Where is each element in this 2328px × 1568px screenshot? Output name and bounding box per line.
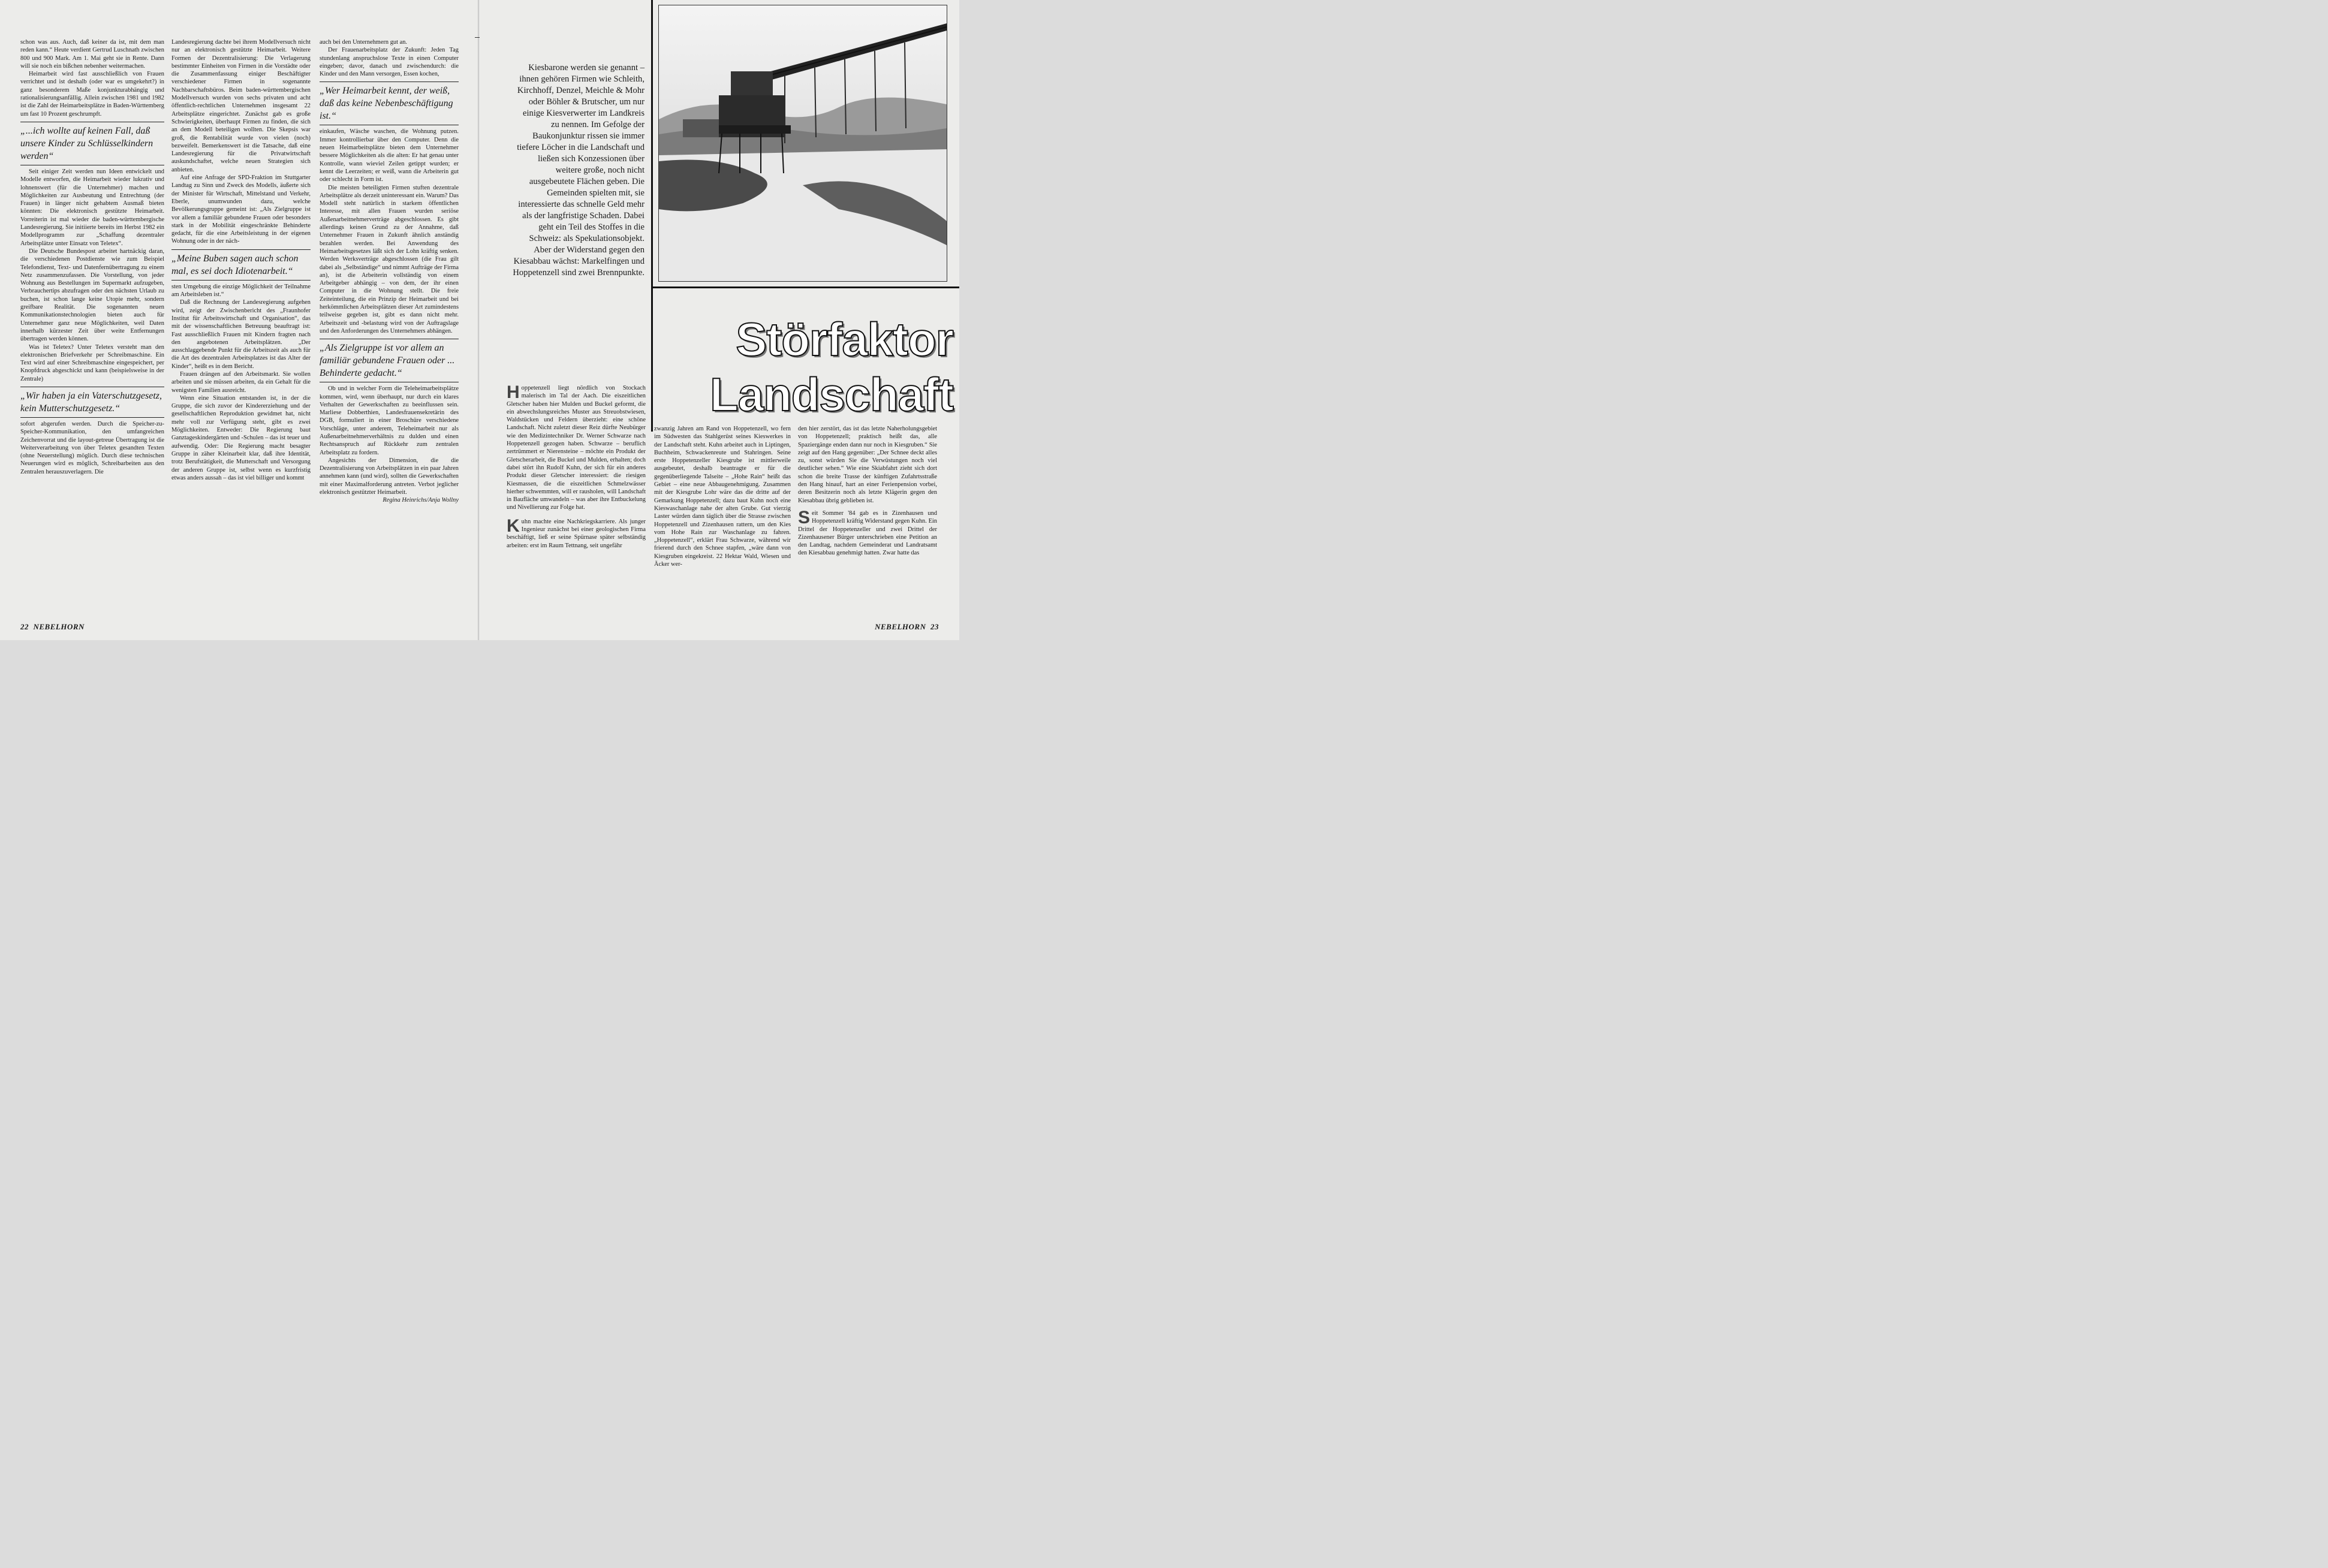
- paragraph: schon was aus. Auch, daß keiner da ist, mit dem man reden kann.“ Heute verdient Gertrud Luschnath zwischen 800 und 900 Mark. Am 1. Mai geht sie in Rente. Dann will sie noch ein bißchen nebenher weitermachen.: [20, 39, 164, 70]
- article-intro: Kiesbarone werden sie genannt – ihnen gehören Firmen wie Schleith, Kirchhoff, Denzel, Meichle & Mohr oder Böhler & Brutscher, um nur einige Kiesverwerter im Landkreis zu nennen. Im Gefolge der Baukonjunktur rissen sie immer tiefere Löcher in die Landschaft und ließen sich Konzessionen über weitere große, noch nicht ausgebeutete Flächen geben. Die Gemeinden spielten mit, sie interessierte das schnelle Geld mehr als der langfristige Schaden. Dabei geht ein Teil des Stoffes in die Schweiz: als Spekulationsobjekt. Aber der Widerstand gegen den Kiesabbau wächst: Markelfingen und Hoppetenzell sind zwei Brennpunkte.: [513, 63, 645, 278]
- magazine-title: NEBELHORN: [33, 622, 85, 631]
- frame-rule-horizontal: [651, 287, 959, 288]
- page-folio-left: [20, 622, 85, 632]
- paragraph: Daß die Rechnung der Landesregierung aufgehen wird, zeigt der Zwischenbericht des „Fraunhofer Institut für Arbeitswirtschaft und Organisation“, das mit der wissenschaftlichen Betreuung beauftragt ist: Fast ausschließlich Frauen mit Kindern fragten nach den angebotenen Arbeitsplätzen. „Der ausschlaggebende Punkt für die Arbeitszeit als auch für die Art des dezentralen Arbeitsplatzes ist das Alter der Kinder“, heißt es in dem Bericht.: [171, 299, 311, 370]
- magazine-title: NEBELHORN: [875, 622, 926, 631]
- paragraph: auch bei den Unternehmern gut an.: [320, 39, 407, 46]
- left-page: [0, 0, 478, 640]
- paragraph-text: uhn machte eine Nachkriegskarriere. Als junger Ingenieur zunächst bei einer geologischen Firma beschäftigt, ließ er seine Spürnase später selbständig arbeiten: erst im Raum Tettnang, seit ungefähr: [507, 518, 646, 549]
- paragraph: [507, 384, 646, 512]
- paragraph: Frauen drängen auf den Arbeitsmarkt. Sie wollen arbeiten und sie müssen arbeiten, da ein Gehalt für die wenigsten Familien ausreicht.: [171, 370, 311, 394]
- pull-quote: „Meine Buben sagen auch schon mal, es sei doch Idiotenarbeit.“: [171, 249, 311, 281]
- pull-quote: „Als Zielgruppe ist vor allem an familiär gebundene Frauen oder ... Behinderte gedacht.“: [320, 339, 459, 382]
- paragraph: Die Deutsche Bundespost arbeitet hartnäckig daran, die verschiedenen Postdienste wie zum Beispiel Telefondienst, Text- und Datenfernübertragung zu einem Netz zusammenzufassen. Die Vorstellung, von jeder Wohnung aus Bestellungen im Supermarkt aufzugeben, Verbrauchertips abzufragen oder den nächsten Urlaub zu buchen, ist schon lange keine Utopie mehr, sondern greifbare Realität. Die sogenannten neuen Kommunikationstechnologien bieten auch für Unternehmer ganz neue Möglichkeiten, weil Daten innerhalb kürzester Zeit über weite Entfernungen übertragen werden können.: [20, 248, 164, 343]
- paragraph: Auf eine Anfrage der SPD-Fraktion im Stuttgarter Landtag zu Sinn und Zweck des Modells, äußerte sich der Minister für Wirtschaft, Mittelstand und Verkehr, Eberle, unumwunden dazu, welche Bevölkerungsgruppe gemeint ist: „Als Zielgruppe ist vor allem a familiär gebundene Frauen oder besonders stark in der Mobilität eingeschränkte Behinderte gedacht, für die eine Arbeitsleistung in der eigenen Wohnung oder in der näch-: [171, 174, 311, 245]
- paragraph-text: eit Sommer '84 gab es in Zizenhausen und Hoppetenzell kräftig Widerstand gegen Kuhn. Ein Drittel der Hoppetenzeller und zwei Drittel der Zizenhausener Bürger unterschrieben eine Petition an den Landtag, nachdem Gemeinderat und Landratsamt den Kiesabbau genehmigt hatten. Zwar hatte das: [798, 509, 937, 557]
- right-column-1: [507, 384, 646, 605]
- article-headline: [659, 312, 953, 422]
- paragraph: [798, 509, 937, 557]
- photo-illustration: [659, 5, 947, 281]
- paragraph: einkaufen, Wäsche waschen, die Wohnung putzen. Immer kontrollierbar über den Computer. Denn die neuen Heimarbeitsplätze bieten dem Unternehmer bessere Möglichkeiten als die alten: Er hat genau unter Kontrolle, wann wieviel Zeilen getippt wurden; er kennt die Leerzeiten; er weiß, wann die Arbeiterin gut oder schlecht in Form ist.: [320, 128, 459, 183]
- paragraph: Landesregierung dachte bei ihrem Modellversuch nicht nur an elektronisch gestützte Heimarbeit. Weitere Formen der Dezentralisierung: Die Verlagerung bestimmter Einheiten von Firmen in die Vorstädte oder die Zusammenfassung einiger Beschäftigter verschiedener Firmen in sogenannte Nachbarschaftsbüros. Beim baden-württembergischen Modellversuch wurden von sechs privaten und acht öffentlich-rechtlichen Unternehmen insgesamt 22 Arbeitsplätze eingerichtet. Zunächst gab es große Schwierigkeiten, überhaupt Firmen zu finden, die sich an dem Modell beteiligen wollten. Die Skepsis war groß, die Rentabilität wurde von vielen (noch) bezweifelt. Bemerkenswert ist die Tatsache, daß eine Landesregierung für die Privatwirtschaft auskundschaftet, welche neuen Strategien sich anbieten.: [171, 39, 311, 173]
- paragraph: Seit einiger Zeit werden nun Ideen entwickelt und Modelle entworfen, die Heimarbeit wieder lukrativ und lohnenswert (für die Unternehmer) machen und Möglichkeiten zur Ausbeutung und Entrechtung (der Frauen) in länger nicht gehabtem Ausmaß bieten könnten: Die elektronisch gestützte Heimarbeit. Vorreiterin ist mal wieder die baden-württembergische Landesregierung. Sie initiierte bereits im Herbst 1982 ein Modellprogramm zur „Schaffung dezentraler Arbeitsplätze unter Einsatz von Teletex“.: [20, 168, 164, 247]
- paragraph: Was ist Teletex? Unter Teletex versteht man den elektronischen Briefverkehr per Schreibmaschine. Ein Text wird auf einer Schreibmaschine eingespeichert, per Knopfdruck abgeschickt und kann (beispielsweise in der Zentrale): [20, 343, 164, 382]
- drop-cap: S: [798, 507, 811, 527]
- paragraph: Heimarbeit wird fast ausschließlich von Frauen verrichtet und ist deshalb (oder war es umgekehrt?) in ganz besonderem Maße konjunkturabhängig und rationalisierungsanfällig. Allein zwischen 1981 und 1982 ist die Zahl der Heimarbeitsplätze in Baden-Württemberg um fast 10 Prozent geschrumpft.: [20, 71, 164, 117]
- paragraph: zwanzig Jahren am Rand von Hoppetenzell, wo fern im Südwesten das Stahlgerüst seines Kieswerkes in der Landschaft steht. Kuhn arbeitet auch in Liptingen, Buchheim, Schwackenreute und Stahringen. Seine erste Hoppetenzeller Kiesgrube ist mittlerweile ausgebeutet, deshalb beantragte er für die gegenüberliegende Talseite – „Hohe Rain“ heißt das Gebiet – eine neue Abbaugenehmigung. Zusammen mit der Kiesgrube Lohr wäre das die dritte auf der Gemarkung Hoppetenzell; dazu baut Kuhn noch eine Kieswaschanlage nahe der alten Grube. Gut vierzig Laster würden dann täglich über die Strasse zwischen Hoppetenzell und Zizenhausen rattern, um den Kies vom Hohe Rain zur Waschanlage zu fahren. „Hoppetenzell“, erklärt Frau Schwarze, während wir frierend durch den Schnee stapfen, „wäre dann von Kiesgruben eingekreist. 22 Hektar Wald, Wiesen und Äcker wer-: [654, 426, 791, 568]
- paragraph: Der Frauenarbeitsplatz der Zukunft: Jeden Tag stundenlang anspruchslose Texte in einen Computer eingeben; davor, danach und zwischendurch: die Kinder und den Mann versorgen, Essen kochen,: [320, 47, 459, 78]
- author-signature: Regina Heinrichs/Anja Wollny: [383, 497, 459, 504]
- pull-quote: „...ich wollte auf keinen Fall, daß unsere Kinder zu Schlüsselkindern werden“: [20, 122, 164, 165]
- page-folio-right: [875, 622, 939, 632]
- headline-line-1: Störfaktor: [736, 313, 953, 366]
- paragraph: sofort abgerufen werden. Durch die Speicher-zu-Speicher-Kommunikation, den umfangreichen Zeichenvorrat und die layout-getreue Übertragung ist die Weiterverarbeitung von über Teletex gesandten Texten (ohne Neuerstellung) möglich. Durch diese technischen Neuerungen wird es möglich, Schreibarbeiten aus den Zentralen herauszuverlagern. Die: [20, 420, 164, 475]
- paragraph: Wenn eine Situation entstanden ist, in der die Gruppe, die sich zuvor der Kindererziehung und der gesellschaftlichen Reproduktion gewidmet hat, nicht mehr voll zur Verfügung steht, gibt es zwei Möglichkeiten. Entweder: Die Regierung baut Ganztageskindergärten und -Schulen – das ist teuer und aufwendig. Oder: Die Regierung macht besagter Gruppe in zäher Kleinarbeit klar, daß ihre Identität, trotz Berufstätigkeit, die Mutterschaft und Versorgung der anderen Gruppe ist, selbst wenn es kurzfristig etwas anders aussah – das ist viel billiger und kommt: [171, 394, 311, 481]
- frame-rule-vertical: [651, 0, 653, 432]
- paragraph: den hier zerstört, das ist das letzte Naherholungsgebiet von Hoppetenzell; praktisch heißt das, alle Spaziergänge enden dann nur noch in Kiesgruben.“ Sie zeigt auf den Hang gegenüber: „Der Schnee deckt alles zu, sonst würden Sie die Verwüstungen noch viel deutlicher sehen.“ Wie eine Skiabfahrt zieht sich dort schon die breite Trasse der künftigen Zufahrtsstraße den Hang hinauf, hart an einer Ferienpension vorbei, deren Besitzerin noch als letzte Klägerin gegen den Kiesabbau übrig geblieben ist.: [798, 426, 937, 504]
- right-column-3: [798, 425, 937, 605]
- right-column-2: [654, 425, 791, 605]
- left-column-2: [171, 38, 311, 599]
- page-number: 22: [20, 622, 29, 631]
- paragraph: sten Umgebung die einzige Möglichkeit der Teilnahme am Arbeitsleben ist.“: [171, 283, 311, 298]
- paragraph-text: oppetenzell liegt nördlich von Stockach malerisch im Tal der Aach. Die eiszeitlichen Gletscher haben hier Mulden und Buckel geformt, die ein abwechslungsreiches Muster aus Streuobstwiesen, Waldstücken und Feldern überzieht: eine schöne Landschaft. Nicht zuletzt dieser Reiz dürfte Neubürger wie den Medizintechniker Dr. Werner Schwarze nach Hoppetenzell gezogen haben. Schwarze – beruflich zertrümmert er Nierensteine – möchte ein Produkt der Gletscherarbeit, die Buckel und Mulden, erhalten; doch dabei stört ihn Rudolf Kuhn, der sich für ein anderes Produkt dieser Gletscher interessiert: die riesigen Kiesmassen, die die eiszeitlichen Schmelzwässer hierher schwemmten, will er rausholen, will Landschaft in Baufläche umwandeln – was aber ihre Entbuckelung und Nivellierung zur Folge hat.: [507, 385, 646, 511]
- page-number: 23: [930, 622, 939, 631]
- pull-quote: „Wer Heimarbeit kennt, der weiß, daß das keine Nebenbeschäftigung ist.“: [320, 82, 459, 125]
- paragraph: Ob und in welcher Form die Teleheimarbeitsplätze kommen, wird, wenn überhaupt, nur durch ein klares Verhalten der Gewerkschaften zu beeinflussen sein. Marliese Dobberthien, Landesfrauensekretärin des DGB, formuliert in einer Broschüre verschiedene Vorschläge, unter anderem, Teleheimarbeit nur als Außenarbeitnehmerverhältnis zu dulden und einen Rechtsanspruch auf Rückkehr zum zentralen Arbeitsplatz zu fordern.: [320, 385, 459, 456]
- gravel-plant-photo: [658, 5, 947, 282]
- drop-cap: K: [507, 515, 520, 536]
- left-column-3: [320, 38, 459, 605]
- drop-cap: H: [507, 384, 520, 402]
- paragraph: Angesichts der Dimension, die die Dezentralisierung von Arbeitsplätzen in ein paar Jahren annehmen kann (und wird), sollten die Gewerkschaften mit einer Maximalforderung antreten. Verbot jeglicher elektronisch gestützter Heimarbeit.: [320, 457, 459, 496]
- paragraph: [507, 515, 646, 550]
- left-column-1: [20, 38, 164, 599]
- paragraph: Die meisten beteiligten Firmen stuften dezentrale Arbeitsplätze als derzeit uninteressant ein. Warum? Das Modell steht natürlich in starkem öffentlichen Interesse, mit allen Frauen wurden seriöse Außenarbeitnehmerverträge abgeschlossen. Es gibt allerdings keinen Grund zu der Annahme, daß Unternehmer Frauen in Zukunft ähnlich anständig bezahlen werden. Bei Anwendung des Heimarbeitsgesetzes läßt sich der Lohn kräftig senken. Werden Werksverträge abgeschlossen (die Frau gilt dabei als „Selbständige“ und nimmt Aufträge der Firma an), ist die Arbeiterin vollständig von einem Arbeitgeber abhängig – von dem, der ihr einen Computer in die Wohnung stellt. Die freie Zeiteinteilung, die ein Prinzip der Heimarbeit und bei herkömmlichen Arbeitsplätzen dieser Art zumindestens teilweise gegeben ist, gibt es dann nicht mehr. Arbeitszeit und -belastung wird von der Auftragslage und den Anforderungen des Unternehmers abhängen.: [320, 184, 459, 334]
- headline-line-2: Landschaft: [709, 368, 953, 421]
- pull-quote: „Wir haben ja ein Vaterschutzgesetz, kein Mutterschutzgesetz.“: [20, 387, 164, 418]
